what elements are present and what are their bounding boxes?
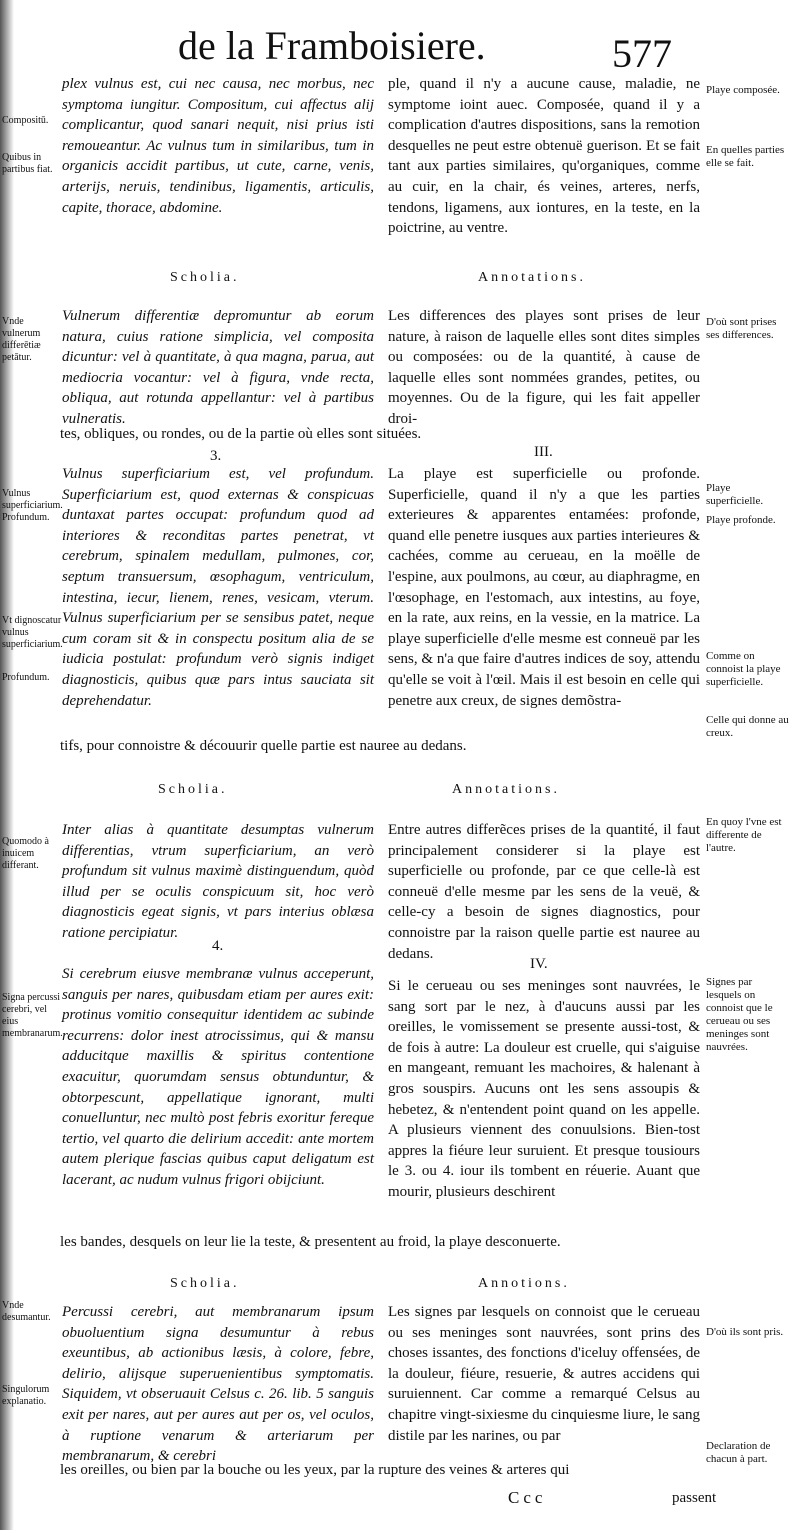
margin-note-right: En quelles parties elle se fait. xyxy=(706,144,785,169)
signature-mark: Ccc xyxy=(508,1488,547,1507)
latin-text-3: Inter alias à quantitate desumptas vulnerum differentias, vtrum superficiarium, an verò profundum sit vulnus maximè distinguendum, quòd illud per se oculis conspicuum sit, hoc verò diagnosticis egeat signis, vt pars interius oblæsa ratione percipiatur. xyxy=(62,822,374,941)
latin-text-1: Vulnerum differentiæ depromuntur ab eorum natura, cuius ratione simplicia, vel composita dicuntur: vel à quantitate, à qua magna, parua, aut mediocria vocantur: vel à figura, vnde recta, obliqua, aut rotunda appellantur: vel à partibus vulneratis. xyxy=(62,308,374,427)
section-heading-latin: Scholia. xyxy=(158,782,228,797)
margin-note-left: Quomodo à inuicem differant. xyxy=(2,836,49,871)
margin-note-left: Vnde vulnerum differētiæ petātur. xyxy=(2,316,41,363)
margin-note-right: Playe profonde. xyxy=(706,514,776,526)
margin-note-right: Declaration de chacun à part. xyxy=(706,1440,771,1465)
running-title: de la Framboisiere. xyxy=(178,23,486,68)
spanning-line-2: tifs, pour connoistre & découurir quelle partie est nauree au dedans. xyxy=(60,738,467,754)
french-text-3: Entre autres differẽces prises de la quantité, il faut principalement considerer si la playe est superficielle ou profonde, par ce que celle-là est conneuë d'elle mesme par les sens de la veuë, & celle-cy a besoin de signes diagnostics, pour connoistre par la raison quelle partie est nauree au dedans. xyxy=(388,822,700,962)
latin-text-5: Percussi cerebri, aut membranarum ipsum obuoluentium signa desumuntur à rebus exeuntibus, ab actionibus læsis, à colore, febre, delirio, alijsque superuenientibus symptomatis. Siquidem, vt obseruauit Celsus c. 26. lib. 5 sanguis exit per nares, aut per aures aut per os, vel oculos, à ruptione venarum & arteriarum per membranarum, & cerebri xyxy=(62,1304,374,1465)
section-heading-latin: Scholia. xyxy=(170,1276,240,1291)
catchword: passent xyxy=(672,1490,717,1506)
margin-note-right: En quoy l'vne est differente de l'autre. xyxy=(706,816,782,854)
french-text-2: La playe est superficielle ou profonde. Superficielle, quand il n'y a que les parties exterieures & apparentes entamées: profonde, quand elle penetre iusques aux parties interieures & cachées, comme au cerueau, en la moëlle de l'espine, aux poulmons, au cœur, au diaphragme, en l'œsophage, en l'estomach, aux intestins, au foye, en la rate, aux reins, en la vessie, en la matrice. La playe superficielle d'elle mesme est conneuë par les sens, & n'a que faire d'autres indices de soy, attendu qu'elle se voit à l'œil. Mais il est besoin en celle qui penetre aux creux, de signes demõstra- xyxy=(388,466,700,709)
margin-note-left: Profundum. xyxy=(2,672,50,683)
section-heading-french: Annotations. xyxy=(478,270,586,285)
article-numeral-french: IV. xyxy=(530,956,548,972)
margin-note-right: Celle qui donne au creux. xyxy=(706,714,789,739)
margin-note-left: Vnde desumantur. xyxy=(2,1300,51,1323)
french-text-0: ple, quand il n'y a aucune cause, maladie, ne symptome ioint auec. Composée, quand il y a complication d'autres dispositions, sans la remotion desquelles ne peut estre obtenuë guerison. Et se fait tant aux parties similaires, qu'organiques, comme au cuir, en la chair, és veines, arteres, nerfs, tendons, ligamens, aux iontures, en la teste, en la poictrine, au ventre. xyxy=(388,76,700,237)
section-heading-french: Annotions. xyxy=(478,1276,570,1291)
spanning-line-1: tes, obliques, ou rondes, ou de la partie où elles sont situées. xyxy=(60,426,422,442)
margin-note-left: Vulnus superficiarium. xyxy=(2,488,63,511)
margin-note-right: Signes par lesquels on connoist que le cerueau ou ses meninges sont nauvrées. xyxy=(706,976,773,1053)
margin-note-right: Comme on connoist la playe superficielle. xyxy=(706,650,781,688)
french-text-1: Les differences des playes sont prises de leur nature, à raison de laquelle elles sont dites simples ou composées: ou de la quantité, à cause de laquelle elles sont nommées grandes, petites, ou moyennes. Ou de la figure, qui les fait appeller droi- xyxy=(388,308,700,427)
margin-note-left: Vt dignoscatur vulnus superficiarium. xyxy=(2,615,63,650)
margin-note-right: D'où sont prises ses differences. xyxy=(706,316,777,341)
article-numeral-french: III. xyxy=(534,444,553,460)
margin-note-right: Playe superficielle. xyxy=(706,482,764,507)
latin-text-4: Si cerebrum eiusve membranæ vulnus acceperunt, sanguis per nares, quibusdam etiam per aures exit: protinus vomitio consequitur identidem ac subinde recurrens: dolor inest atrocissimus, qui & mansu adducitque maxillis & spiritus contentione exacuitur, quorumdam sensus obtunduntur, & obtorpescunt, appellatique ignorant, multi conuelluntur, nec multò post febris exoritur fereque tertio, vel quarto die delirium accedit: ante mortem autem plerique fascias quibus caput deligatum est lacerant, ac nudum vulnus frigori obijciunt. xyxy=(62,966,374,1188)
latin-text-2: Vulnus superficiarium est, vel profundum. Superficiarium est, quod externas & conspicuas duntaxat partes occupat: profundum quod ad interiores & reconditas partes penetrat, vt cerebrum, spinalem medullam, pulmones, cor, septum transuersum, œsophagum, ventriculum, intestina, iecur, lienem, renes, vesicam, vterum. Vulnus superficiarium per se sensibus patet, neque cum coram sit & in conspectu positum alia de se iudicia postulat: profundum verò signis indiget diagnosticis, quibus quæ pars intus sauciata sit deprehendatur. xyxy=(62,466,374,709)
margin-note-left: Singulorum explanatio. xyxy=(2,1384,50,1407)
french-text-5: Les signes par lesquels on connoist que le cerueau ou ses meninges sont nauvrées, sont prins des choses issantes, des fonctions d'iceluy offensées, de la douleur, fiéure, resuerie, & autres accidens qui suruiennent. Car comme a remarqué Celsus au chapitre vingt-sixiesme du cinquiesme liure, le sang distile par les narines, ou par xyxy=(388,1304,700,1444)
spanning-line-4: les bandes, desquels on leur lie la teste, & presentent au froid, la playe desconuerte. xyxy=(60,1234,561,1250)
page-number: 577 xyxy=(612,31,672,76)
section-heading-latin: Scholia. xyxy=(170,270,240,285)
margin-note-left: Quibus in partibus fiat. xyxy=(2,152,53,175)
margin-note-left: Profundum. xyxy=(2,512,50,523)
latin-text-0: plex vulnus est, cui nec causa, nec morbus, nec symptoma iungitur. Compositum, cui affectus alij complicantur, quod sanari nequit, nisi prius isti remoueantur. Ac vulnus tum in similaribus, tum in organicis accidit partibus, ut cute, carne, venis, arterijs, neruis, tendinibus, ligamentis, articulis, capite, thorace, abdomine. xyxy=(62,76,374,216)
margin-note-left: Compositū. xyxy=(2,115,49,126)
article-numeral-latin: 4. xyxy=(212,938,224,954)
margin-note-left: Signa percussi cerebri, vel eius membranarum. xyxy=(2,992,63,1039)
french-text-4: Si le cerueau ou ses meninges sont nauvrées, le sang sort par le nez, à d'aucuns aussi par les oreilles, le vomissement se presente aussi-tost, & de fois à autre: La douleur est cruelle, qui s'aiguise en mangeant, remuant les machoires, & halenant à gros souspirs. Aucuns ont les sens assoupis & hebetez, & n'entendent point quand on les appelle. A plusieurs viennent des conuulsions. Bien-tost appres la fiéure leur suruient. Et presque tousiours le 3. ou 4. iour ils tombent en réuerie. Auant que mourir, plusieurs deschirent xyxy=(388,978,700,1200)
spanning-line-5: les oreilles, ou bien par la bouche ou les yeux, par la rupture des veines & arteres qui xyxy=(60,1462,570,1478)
article-numeral-latin: 3. xyxy=(210,448,222,464)
margin-note-right: Playe composée. xyxy=(706,84,780,96)
section-heading-french: Annotations. xyxy=(452,782,560,797)
margin-note-right: D'où ils sont pris. xyxy=(706,1326,784,1338)
